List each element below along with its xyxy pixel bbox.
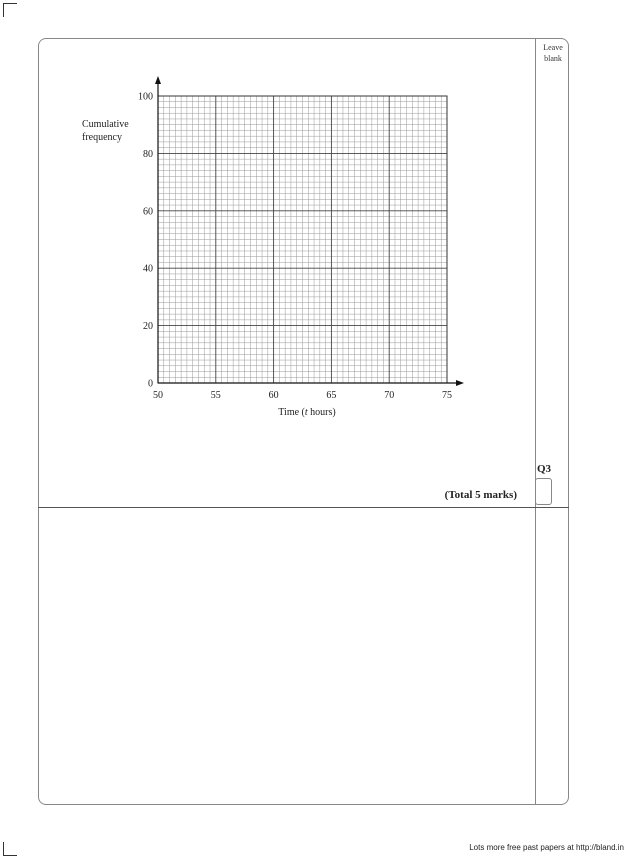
- total-marks: (Total 5 marks): [444, 489, 517, 501]
- footer-text: Lots more free past papers at http://bland.in: [469, 843, 624, 852]
- x-axis-label: [278, 407, 335, 418]
- x-axis-arrow: [456, 380, 464, 386]
- y-tick-label: 0: [148, 378, 153, 390]
- y-tick-label: 60: [143, 206, 153, 218]
- question-label: Q3: [537, 463, 552, 475]
- grid-minor: [158, 96, 447, 383]
- y-tick-label: 40: [143, 263, 153, 275]
- x-tick-label: 65: [326, 390, 337, 401]
- y-tick-label: 80: [143, 148, 153, 160]
- axes: [155, 76, 464, 386]
- x-tick-label: 50: [153, 390, 163, 401]
- y-axis-label-line2: frequency: [82, 132, 122, 143]
- x-tick-label: 55: [210, 390, 221, 401]
- x-axis-label-var: t: [304, 407, 308, 418]
- x-axis-label-suffix: hours): [307, 407, 336, 418]
- x-tick-label: 70: [384, 390, 395, 401]
- leave-blank-line1: Leave: [543, 43, 563, 52]
- x-tick-label: 60: [268, 390, 279, 401]
- y-axis-label-line1: Cumulative: [82, 119, 129, 130]
- x-tick-label: 75: [442, 390, 452, 401]
- y-axis-arrow: [155, 76, 161, 84]
- tick-labels: [138, 92, 452, 402]
- y-tick-label: 100: [138, 91, 153, 103]
- x-axis-label-prefix: Time (: [278, 407, 305, 418]
- y-tick-label: 20: [143, 321, 153, 333]
- leave-blank-line2: blank: [544, 54, 562, 63]
